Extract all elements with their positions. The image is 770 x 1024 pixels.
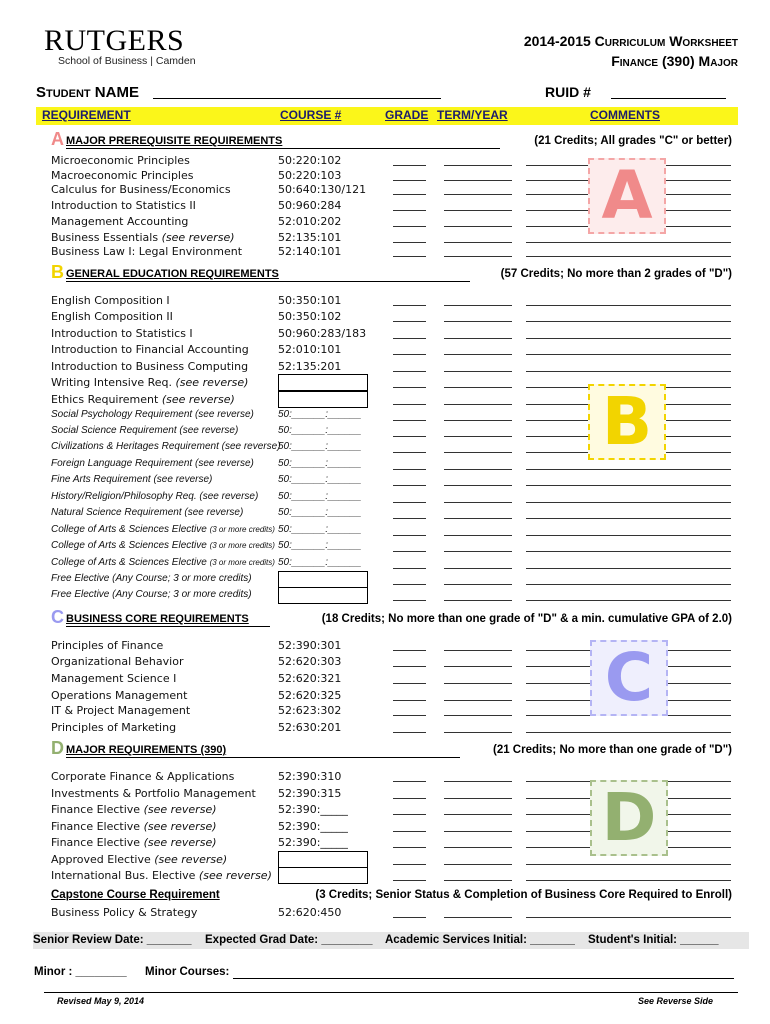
grade-field[interactable]	[393, 256, 426, 257]
comments-field[interactable]	[526, 600, 731, 601]
grade-field[interactable]	[393, 781, 426, 782]
academic-services-initial[interactable]: Academic Services Initial: _______	[385, 934, 575, 946]
grade-field[interactable]	[393, 700, 426, 701]
requirement-label	[51, 327, 193, 340]
section-letter: B	[51, 262, 64, 282]
term-year-field[interactable]	[444, 194, 512, 195]
title-line-1: 2014-2015 Curriculum Worksheet	[523, 33, 738, 49]
section-rule	[66, 281, 470, 282]
course-number: 50:______:______	[278, 425, 362, 436]
section-a-badge-icon	[588, 158, 666, 234]
rutgers-logo-wordmark: RUTGERS	[44, 24, 185, 57]
section-c-badge-icon	[590, 640, 668, 716]
requirement-small-note: (3 or more credits)	[209, 558, 275, 567]
term-year-field[interactable]	[444, 814, 512, 815]
requirement-text: Principles of Finance	[51, 639, 164, 652]
term-year-field[interactable]	[444, 210, 512, 211]
student-name-label: Student NAME	[36, 84, 139, 101]
grade-field[interactable]	[393, 305, 426, 306]
requirement-text: Organizational Behavior	[51, 655, 184, 668]
requirement-text: Free Elective (Any Course; 3 or more credits)	[51, 589, 252, 600]
requirement-text: Introduction to Financial Accounting	[51, 343, 249, 356]
document-title	[524, 31, 738, 71]
section-letter: A	[51, 129, 64, 149]
course-entry-box[interactable]	[278, 571, 368, 588]
requirement-note: (see reverse)	[198, 869, 272, 882]
grade-field[interactable]	[393, 814, 426, 815]
comments-field[interactable]	[526, 305, 731, 306]
requirement-label	[51, 787, 256, 800]
requirement-note: (see reverse)	[143, 836, 217, 849]
term-year-field[interactable]	[444, 485, 512, 486]
section-rule	[66, 757, 460, 758]
term-year-field[interactable]	[444, 551, 512, 552]
term-year-field[interactable]	[444, 242, 512, 243]
requirement-label	[51, 704, 190, 717]
term-year-field[interactable]	[444, 798, 512, 799]
requirement-text: Foreign Language Requirement (see reverse)	[51, 458, 254, 469]
comments-field[interactable]	[526, 469, 731, 470]
ruid-label: RUID #	[545, 84, 591, 100]
term-year-field[interactable]	[444, 420, 512, 421]
requirement-label	[51, 169, 193, 182]
requirement-label	[51, 441, 281, 452]
badge-d-letter: D	[601, 779, 657, 856]
requirement-text: English Composition I	[51, 294, 170, 307]
requirement-label	[51, 507, 243, 518]
requirement-text: IT & Project Management	[51, 704, 191, 717]
grade-field[interactable]	[393, 864, 426, 865]
grade-field[interactable]	[393, 518, 426, 519]
requirement-text: Macroeconomic Principles	[51, 169, 194, 182]
section-credits: (21 Credits; No more than one grade of "D")	[492, 744, 732, 756]
grade-field[interactable]	[393, 732, 426, 733]
term-year-field[interactable]	[444, 371, 512, 372]
grade-field[interactable]	[393, 831, 426, 832]
grade-field[interactable]	[393, 535, 426, 536]
course-number: 50:640:130/121	[278, 183, 367, 196]
grade-field[interactable]	[393, 715, 426, 716]
requirement-text: Natural Science Requirement (see reverse)	[51, 507, 244, 518]
term-year-field[interactable]	[444, 600, 512, 601]
requirement-label	[51, 672, 176, 685]
comments-field[interactable]	[526, 864, 731, 865]
requirement-label	[51, 245, 242, 258]
requirement-label	[51, 589, 252, 600]
course-number: 50:220:103	[278, 169, 342, 182]
comments-field[interactable]	[526, 518, 731, 519]
comments-field[interactable]	[526, 880, 731, 881]
requirement-note: (see reverse)	[161, 231, 235, 244]
capstone-requirement: Business Policy & Strategy	[51, 906, 198, 919]
requirement-label	[51, 491, 258, 502]
badge-c-letter: C	[604, 639, 654, 716]
grade-field[interactable]	[393, 338, 426, 339]
course-entry-box[interactable]	[278, 867, 368, 884]
column-header-bar	[36, 107, 738, 125]
comments-field[interactable]	[526, 485, 731, 486]
course-number: 52:390:_____	[278, 803, 348, 816]
term-year-field[interactable]	[444, 436, 512, 437]
comments-field[interactable]	[526, 338, 731, 339]
requirement-text: Introduction to Business Computing	[51, 360, 249, 373]
requirement-text: College of Arts & Sciences Elective	[51, 557, 207, 568]
comments-field[interactable]	[526, 568, 731, 569]
badge-a-letter: A	[601, 157, 653, 234]
requirement-small-note: (3 or more credits)	[209, 525, 275, 534]
term-year-field[interactable]	[444, 568, 512, 569]
requirement-text: Approved Elective	[51, 853, 151, 866]
requirement-label	[51, 853, 227, 866]
comments-field[interactable]	[526, 321, 731, 322]
column-comments: COMMENTS	[590, 108, 660, 122]
term-year-field[interactable]	[444, 338, 512, 339]
badge-b-letter: B	[601, 383, 653, 460]
course-number: 50:______:______	[278, 474, 362, 485]
course-number: 50:______:______	[278, 507, 362, 518]
course-number: 50:220:102	[278, 154, 342, 167]
column-course: COURSE #	[280, 108, 342, 122]
requirement-text: College of Arts & Sciences Elective	[51, 540, 207, 551]
see-reverse-note: See Reverse Side	[638, 996, 714, 1006]
course-number: 50:______:______	[278, 458, 362, 469]
grade-field[interactable]	[393, 180, 426, 181]
term-year-field[interactable]	[444, 715, 512, 716]
grade-field[interactable]	[393, 420, 426, 421]
requirement-label	[51, 310, 173, 323]
requirement-text: English Composition II	[51, 310, 173, 323]
section-title: BUSINESS CORE REQUIREMENTS	[66, 613, 249, 625]
grade-field[interactable]	[393, 469, 426, 470]
requirement-label	[51, 557, 275, 568]
course-number: 50:______:______	[278, 491, 362, 502]
requirement-label	[51, 154, 190, 167]
requirement-label	[51, 770, 234, 783]
requirement-text: Introduction to Statistics II	[51, 199, 196, 212]
course-entry-box[interactable]	[278, 391, 368, 408]
course-entry-box[interactable]	[278, 374, 368, 391]
requirement-text: Management Science I	[51, 672, 177, 685]
grade-field[interactable]	[393, 371, 426, 372]
requirement-label	[51, 639, 163, 652]
requirement-text: Social Psychology Requirement (see reverse)	[51, 409, 254, 420]
course-number: 52:620:321	[278, 672, 342, 685]
grade-field[interactable]	[393, 485, 426, 486]
term-year-field[interactable]	[444, 666, 512, 667]
course-number: 50:350:102	[278, 310, 342, 323]
comments-field[interactable]	[526, 242, 731, 243]
comments-field[interactable]	[526, 535, 731, 536]
requirement-note: (see reverse)	[154, 853, 228, 866]
requirement-text: Business Law I: Legal Environment	[51, 245, 243, 258]
requirement-label	[51, 409, 254, 420]
capstone-title: Capstone Course Requirement	[51, 889, 220, 901]
requirement-text: Finance Elective	[51, 803, 141, 816]
course-entry-box[interactable]	[278, 851, 368, 868]
requirement-text: Operations Management	[51, 689, 188, 702]
section-title: MAJOR REQUIREMENTS (390)	[66, 744, 227, 756]
course-number: 50:960:283/183	[278, 327, 367, 340]
section-rule	[66, 626, 270, 627]
course-number: 50:______:______	[278, 540, 362, 551]
grade-field[interactable]	[393, 502, 426, 503]
requirement-label	[51, 869, 272, 882]
requirement-label	[51, 199, 196, 212]
term-year-field[interactable]	[444, 683, 512, 684]
requirement-label	[51, 458, 254, 469]
requirement-label	[51, 294, 170, 307]
grade-field[interactable]	[393, 354, 426, 355]
student-name-field[interactable]	[153, 98, 441, 99]
term-year-field[interactable]	[444, 354, 512, 355]
term-year-field[interactable]	[444, 650, 512, 651]
section-credits: (57 Credits; No more than 2 grades of "D")	[500, 268, 732, 280]
course-number: 52:140:101	[278, 245, 342, 258]
term-year-field[interactable]	[444, 847, 512, 848]
grade-field[interactable]	[393, 847, 426, 848]
capstone-credits: (3 Credits; Senior Status & Completion of Business Core Required to Enroll)	[315, 889, 732, 901]
requirement-label	[51, 360, 248, 373]
grade-field[interactable]	[393, 551, 426, 552]
course-entry-box[interactable]	[278, 587, 368, 604]
requirement-text: Introduction to Statistics I	[51, 327, 193, 340]
students-initial[interactable]: Student's Initial: ______	[588, 934, 719, 946]
requirement-text: International Bus. Elective	[51, 869, 196, 882]
term-year-field[interactable]	[444, 387, 512, 388]
requirement-label	[51, 721, 176, 734]
course-number: 52:390:310	[278, 770, 342, 783]
capstone-course-number: 52:620:450	[278, 906, 342, 919]
term-year-field[interactable]	[444, 781, 512, 782]
term-year-field[interactable]	[444, 831, 512, 832]
course-number: 52:135:201	[278, 360, 342, 373]
grade-field[interactable]	[393, 798, 426, 799]
grade-field[interactable]	[393, 650, 426, 651]
requirement-text: Finance Elective	[51, 820, 141, 833]
requirement-text: Principles of Marketing	[51, 721, 177, 734]
minor-courses-label: Minor Courses:	[145, 966, 230, 978]
section-title: GENERAL EDUCATION REQUIREMENTS	[66, 268, 279, 280]
term-year-field[interactable]	[444, 864, 512, 865]
grade-field[interactable]	[393, 404, 426, 405]
ruid-field[interactable]	[611, 98, 726, 99]
grade-field[interactable]	[393, 666, 426, 667]
term-year-field[interactable]	[444, 256, 512, 257]
comments-field[interactable]	[526, 256, 731, 257]
requirement-label	[51, 343, 249, 356]
comments-field[interactable]	[526, 584, 731, 585]
course-number: 50:______:______	[278, 524, 362, 535]
comments-field[interactable]	[526, 732, 731, 733]
grade-field[interactable]	[393, 226, 426, 227]
grade-field[interactable]	[393, 452, 426, 453]
revised-date: Revised May 9, 2014	[57, 996, 145, 1006]
course-number: 52:390:301	[278, 639, 342, 652]
requirement-label	[51, 393, 235, 406]
course-number: 52:630:201	[278, 721, 342, 734]
requirement-label	[51, 836, 217, 849]
requirement-text: Management Accounting	[51, 215, 189, 228]
grade-field[interactable]	[393, 436, 426, 437]
course-number: 52:623:302	[278, 704, 342, 717]
section-title: MAJOR PREREQUISITE REQUIREMENTS	[66, 135, 283, 147]
term-year-field[interactable]	[444, 180, 512, 181]
logo-subtitle: School of Business | Camden	[58, 55, 196, 67]
term-year-field[interactable]	[444, 732, 512, 733]
course-number: 52:620:325	[278, 689, 342, 702]
title-line-2: Finance (390) Major	[611, 53, 738, 69]
term-year-field[interactable]	[444, 226, 512, 227]
course-number: 52:390:_____	[278, 820, 348, 833]
requirement-text: Fine Arts Requirement (see reverse)	[51, 474, 213, 485]
section-rule	[66, 148, 500, 149]
course-number: 52:620:303	[278, 655, 342, 668]
requirement-text: Calculus for Business/Economics	[51, 183, 231, 196]
capstone-comments-field[interactable]	[526, 917, 731, 918]
requirement-text: Business Essentials	[51, 231, 159, 244]
term-year-field[interactable]	[444, 518, 512, 519]
requirement-label	[51, 183, 231, 196]
term-year-field[interactable]	[444, 305, 512, 306]
term-year-field[interactable]	[444, 535, 512, 536]
column-term: TERM/YEAR	[437, 108, 508, 122]
requirement-small-note: (3 or more credits)	[209, 541, 275, 550]
course-number: 50:960:284	[278, 199, 342, 212]
grade-field[interactable]	[393, 683, 426, 684]
term-year-field[interactable]	[444, 880, 512, 881]
requirement-label	[51, 820, 217, 833]
capstone-grade-field[interactable]	[393, 917, 426, 918]
grade-field[interactable]	[393, 321, 426, 322]
grade-field[interactable]	[393, 880, 426, 881]
senior-review-date[interactable]: Senior Review Date: _______	[33, 934, 192, 946]
term-year-field[interactable]	[444, 165, 512, 166]
requirement-label	[51, 655, 183, 668]
section-d-badge-icon	[590, 780, 668, 856]
requirement-label	[51, 573, 252, 584]
course-number: 52:010:101	[278, 343, 342, 356]
capstone-term-field[interactable]	[444, 917, 512, 918]
requirement-note: (see reverse)	[143, 820, 217, 833]
course-number: 50:______:______	[278, 557, 362, 568]
grade-field[interactable]	[393, 165, 426, 166]
comments-field[interactable]	[526, 371, 731, 372]
course-number: 50:______:______	[278, 441, 362, 452]
requirement-text: Investments & Portfolio Management	[51, 787, 256, 800]
course-number: 52:010:202	[278, 215, 342, 228]
term-year-field[interactable]	[444, 452, 512, 453]
requirement-label	[51, 540, 275, 551]
grade-field[interactable]	[393, 584, 426, 585]
requirement-text: Free Elective (Any Course; 3 or more credits)	[51, 573, 252, 584]
comments-field[interactable]	[526, 354, 731, 355]
requirement-label	[51, 474, 212, 485]
course-number: 52:390:315	[278, 787, 342, 800]
course-number: 52:390:_____	[278, 836, 348, 849]
requirement-label	[51, 689, 187, 702]
course-number: 50:350:101	[278, 294, 342, 307]
section-letter: D	[51, 738, 64, 758]
expected-grad-date[interactable]: Expected Grad Date: ________	[205, 934, 373, 946]
requirement-text: History/Religion/Philosophy Req. (see reverse)	[51, 491, 259, 502]
column-requirement: REQUIREMENT	[42, 108, 131, 122]
requirement-label	[51, 425, 238, 436]
term-year-field[interactable]	[444, 502, 512, 503]
requirement-text: Corporate Finance & Applications	[51, 770, 235, 783]
section-credits: (21 Credits; All grades "C" or better)	[534, 135, 732, 147]
requirement-text: Civilizations & Heritages Requirement (see reverse)	[51, 441, 281, 452]
requirement-text: Finance Elective	[51, 836, 141, 849]
requirement-label	[51, 524, 275, 535]
requirement-label	[51, 376, 248, 389]
term-year-field[interactable]	[444, 404, 512, 405]
requirement-text: Microeconomic Principles	[51, 154, 190, 167]
footer-review-bar	[33, 932, 749, 949]
grade-field[interactable]	[393, 242, 426, 243]
grade-field[interactable]	[393, 387, 426, 388]
term-year-field[interactable]	[444, 321, 512, 322]
requirement-note: (see reverse)	[175, 376, 249, 389]
term-year-field[interactable]	[444, 584, 512, 585]
section-letter: C	[51, 607, 64, 627]
grade-field[interactable]	[393, 210, 426, 211]
section-b-badge-icon	[588, 384, 666, 460]
requirement-text: Ethics Requirement	[51, 393, 159, 406]
minor-field[interactable]: Minor : ________	[34, 966, 127, 978]
requirement-label	[51, 231, 235, 244]
comments-field[interactable]	[526, 551, 731, 552]
requirement-text: Writing Intensive Req.	[51, 376, 173, 389]
grade-field[interactable]	[393, 600, 426, 601]
grade-field[interactable]	[393, 568, 426, 569]
requirement-text: Social Science Requirement (see reverse)	[51, 425, 239, 436]
requirement-text: College of Arts & Sciences Elective	[51, 524, 207, 535]
comments-field[interactable]	[526, 502, 731, 503]
column-grade: GRADE	[385, 108, 429, 122]
term-year-field[interactable]	[444, 469, 512, 470]
term-year-field[interactable]	[444, 700, 512, 701]
grade-field[interactable]	[393, 194, 426, 195]
minor-courses-field[interactable]	[233, 978, 734, 979]
section-credits: (18 Credits; No more than one grade of "D" & a min. cumulative GPA of 2.0)	[321, 613, 732, 625]
requirement-note: (see reverse)	[143, 803, 217, 816]
requirement-note: (see reverse)	[161, 393, 235, 406]
course-number: 52:135:101	[278, 231, 342, 244]
requirement-label	[51, 215, 188, 228]
footer-rule	[44, 992, 738, 993]
course-number: 50:______:______	[278, 409, 362, 420]
requirement-label	[51, 803, 217, 816]
